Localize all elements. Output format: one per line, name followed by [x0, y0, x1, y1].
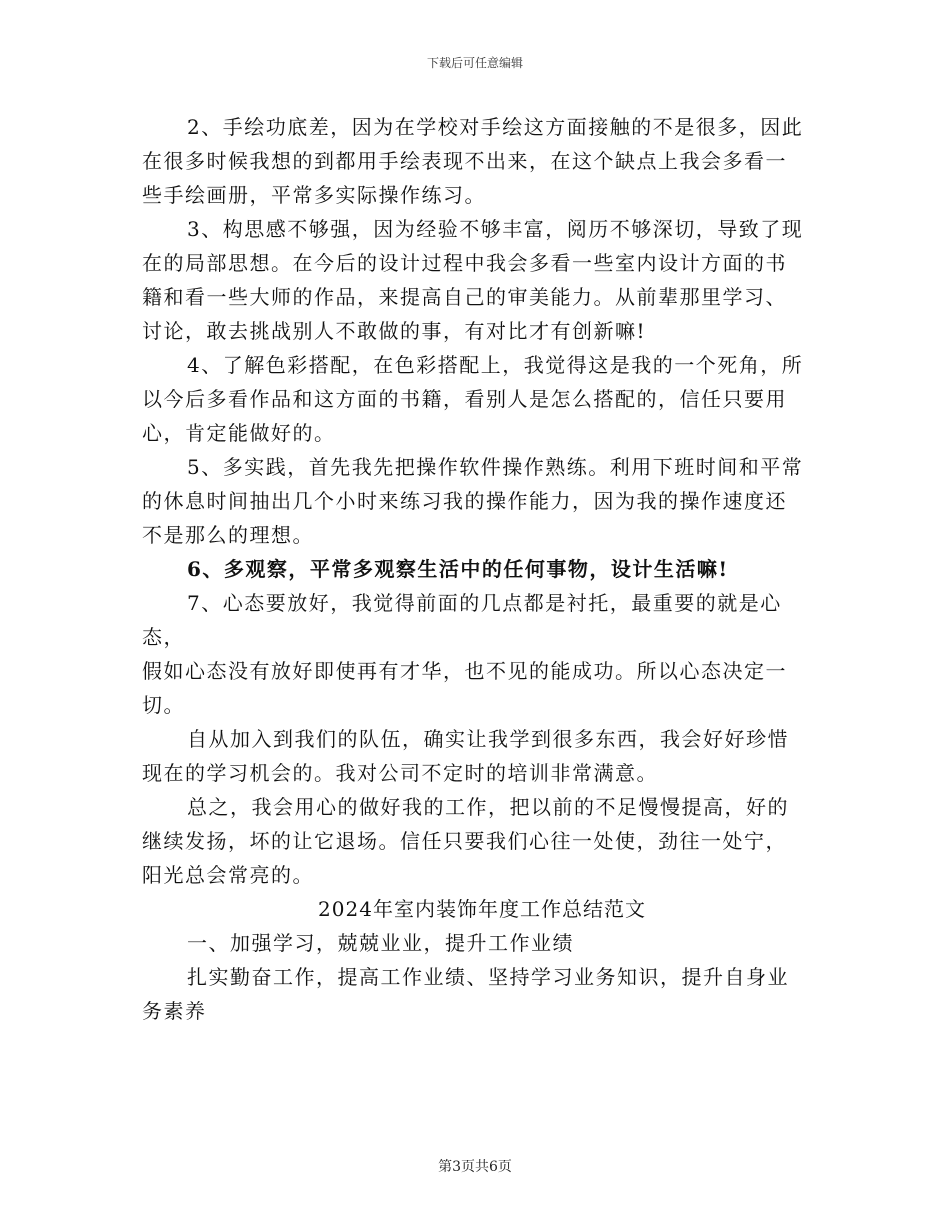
- paragraph-conclusion: [142, 790, 822, 892]
- paragraph-since-joining: [142, 722, 822, 790]
- paragraph-point-2: [142, 110, 822, 212]
- text-line: 切。: [142, 693, 185, 717]
- text-line: 2、手绘功底差，因为在学校对手绘这方面接触的不是很多，因此: [187, 115, 804, 139]
- text-line: 7、心态要放好，我觉得前面的几点都是衬托，最重要的就是心态，: [142, 591, 782, 649]
- paragraph-point-4: [142, 348, 822, 450]
- text-line: 籍和看一些大师的作品，来提高自己的审美能力。从前辈那里学习、: [142, 285, 787, 309]
- text-line: 的休息时间抽出几个小时来练习我的操作能力，因为我的操作速度还: [142, 489, 787, 513]
- text-line: 自从加入到我们的队伍，确实让我学到很多东西，我会好好珍惜: [187, 727, 789, 751]
- text-line: 在很多时候我想的到都用手绘表现不出来，在这个缺点上我会多看一: [142, 149, 787, 173]
- paragraph-point-5: [142, 450, 822, 552]
- text-line: 不是那么的理想。: [142, 523, 314, 547]
- text-line: 假如心态没有放好即使再有才华，也不见的能成功。所以心态决定一: [142, 659, 787, 683]
- text-line: 以今后多看作品和这方面的书籍，看别人是怎么搭配的，信任只要用: [142, 387, 787, 411]
- paragraph-point-3: [142, 212, 822, 348]
- page-number: 第3页共6页: [438, 1159, 512, 1175]
- page-header: 下载后可任意编辑: [426, 56, 523, 70]
- text-line: 扎实勤奋工作，提高工作业绩、坚持学习业务知识，提升自身业: [187, 965, 789, 989]
- text-line: 6、多观察，平常多观察生活中的任何事物，设计生活嘛!: [187, 557, 729, 581]
- text-line: 3、构思感不够强，因为经验不够丰富，阅历不够深切，导致了现: [187, 217, 804, 241]
- paragraph-point-6: [142, 552, 822, 586]
- text-line: 些手绘画册，平常多实际操作练习。: [142, 183, 486, 207]
- text-line: 一、加强学习，兢兢业业，提升工作业绩: [187, 931, 574, 955]
- text-line: 讨论，敢去挑战别人不敢做的事，有对比才有创新嘛!: [142, 319, 647, 343]
- text-line: 继续发扬，坏的让它退场。信任只要我们心往一处使，劲往一处宁，: [142, 829, 787, 853]
- text-line: 在的局部思想。在今后的设计过程中我会多看一些室内设计方面的书: [142, 251, 787, 275]
- section-title: 2024年室内装饰年度工作总结范文: [318, 897, 646, 921]
- text-line: 总之，我会用心的做好我的工作，把以前的不足慢慢提高，好的: [187, 795, 789, 819]
- text-line: 现在的学习机会的。我对公司不定时的培训非常满意。: [142, 761, 658, 785]
- text-line: 务素养: [142, 999, 207, 1023]
- text-line: 心，肯定能做好的。: [142, 421, 336, 445]
- text-line: 4、了解色彩搭配，在色彩搭配上，我觉得这是我的一个死角，所: [187, 353, 804, 377]
- paragraph-point-7: [142, 586, 822, 722]
- text-line: 阳光总会常亮的。: [142, 863, 314, 887]
- document-body: [142, 110, 822, 1028]
- section-heading-1: [142, 926, 822, 960]
- text-line: 5、多实践，首先我先把操作软件操作熟练。利用下班时间和平常: [187, 455, 804, 479]
- section-paragraph: [142, 960, 822, 1028]
